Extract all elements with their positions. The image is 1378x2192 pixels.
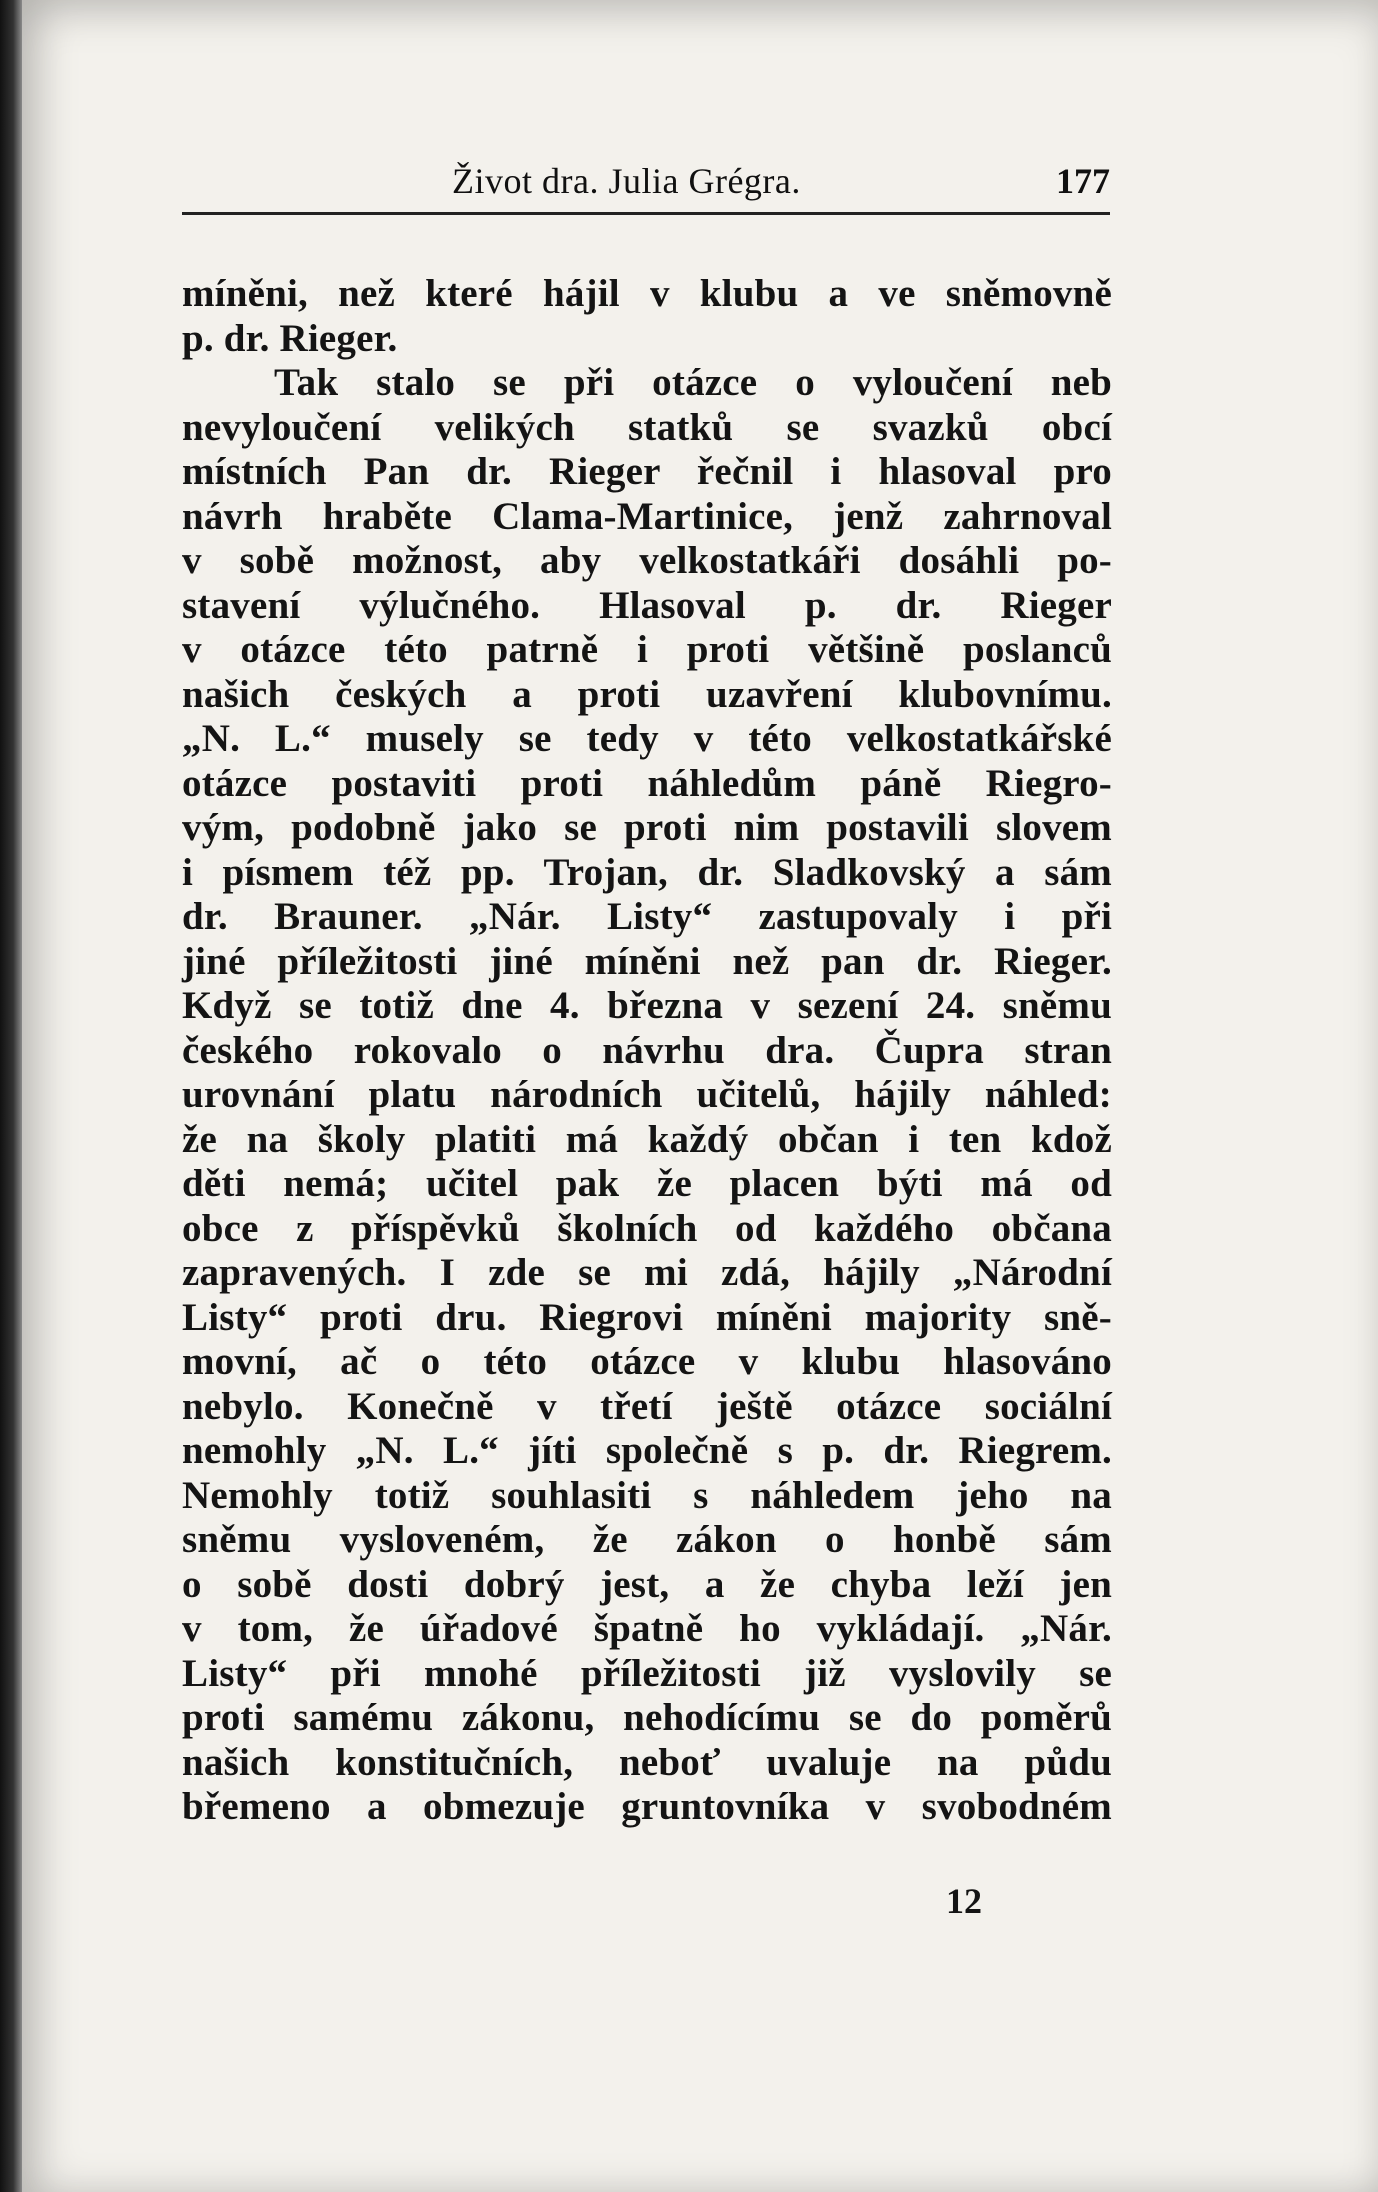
text-line: v tom, že úřadové špatně ho vykládají. „Nár. [182, 1607, 1112, 1650]
text-line: otázce postaviti proti náhledům páně Riegro- [182, 761, 1112, 805]
book-spine-shadow [0, 0, 22, 2192]
text-line: že na školy platiti má každý občan i ten kdož [182, 1117, 1112, 1161]
body-text [182, 272, 1112, 1830]
text-line: p. dr. Rieger. [182, 316, 398, 360]
text-line: českého rokovalo o návrhu dra. Čupra stran [182, 1028, 1112, 1072]
text-line: stavení výlučného. Hlasoval p. dr. Rieger [182, 583, 1112, 627]
header-rule [182, 212, 1110, 215]
text-line: Tak stalo se při otázce o vyloučení neb [274, 361, 1112, 404]
text-line: Listy“ proti dru. Riegrovi míněni majority sně- [182, 1295, 1112, 1339]
text-line: „N. L.“ musely se tedy v této velkostatkářské [182, 717, 1112, 760]
text-line: proti samému zákonu, nehodícímu se do poměrů [182, 1696, 1112, 1739]
text-line: obce z příspěvků školních od každého občana [182, 1206, 1112, 1250]
text-line: nevyloučení velikých statků se svazků obcí [182, 405, 1112, 449]
text-line: i písmem též pp. Trojan, dr. Sladkovský a sám [182, 850, 1112, 894]
signature-mark: 12 [946, 1881, 982, 1921]
running-title: Život dra. Julia Grégra. [452, 161, 801, 201]
text-line: Nemohly totiž souhlasiti s náhledem jeho na [182, 1473, 1112, 1517]
text-line: míněni, než které hájil v klubu a ve sněmovně [182, 272, 1112, 315]
text-line: v otázce této patrně i proti většině poslanců [182, 628, 1112, 671]
text-line: děti nemá; učitel pak že placen býti má od [182, 1162, 1112, 1205]
text-line: urovnání platu národních učitelů, hájily náhled: [182, 1073, 1112, 1116]
text-line: nemohly „N. L.“ jíti společně s p. dr. Riegrem. [182, 1429, 1112, 1472]
text-line: jiné příležitosti jiné míněni než pan dr. Rieger. [182, 939, 1112, 983]
text-line: našich českých a proti uzavření klubovnímu. [182, 672, 1112, 716]
text-line: vým, podobně jako se proti nim postavili slovem [182, 806, 1112, 849]
text-line: v sobě možnost, aby velkostatkáři dosáhli po- [182, 539, 1112, 582]
text-line: nebylo. Konečně v třetí ještě otázce sociální [182, 1384, 1112, 1428]
running-header [182, 160, 1110, 212]
text-line: movní, ač o této otázce v klubu hlasováno [182, 1340, 1112, 1383]
text-line: břemeno a obmezuje gruntovníka v svobodném [182, 1785, 1112, 1828]
text-line: našich konstitučních, neboť uvaluje na půdu [182, 1740, 1112, 1784]
text-line: místních Pan dr. Rieger řečnil i hlasoval pro [182, 450, 1112, 493]
text-line: Listy“ při mnohé příležitosti již vyslovily se [182, 1651, 1112, 1695]
page-number: 177 [1056, 161, 1110, 201]
text-line: sněmu vysloveném, že zákon o honbě sám [182, 1518, 1112, 1561]
text-line: Když se totiž dne 4. března v sezení 24. sněmu [182, 984, 1112, 1027]
text-line: návrh hraběte Clama-Martinice, jenž zahrnoval [182, 494, 1112, 538]
text-line: dr. Brauner. „Nár. Listy“ zastupovaly i při [182, 895, 1112, 938]
text-line: zapravených. I zde se mi zdá, hájily „Národní [182, 1251, 1112, 1294]
text-line: o sobě dosti dobrý jest, a že chyba leží jen [182, 1562, 1112, 1606]
